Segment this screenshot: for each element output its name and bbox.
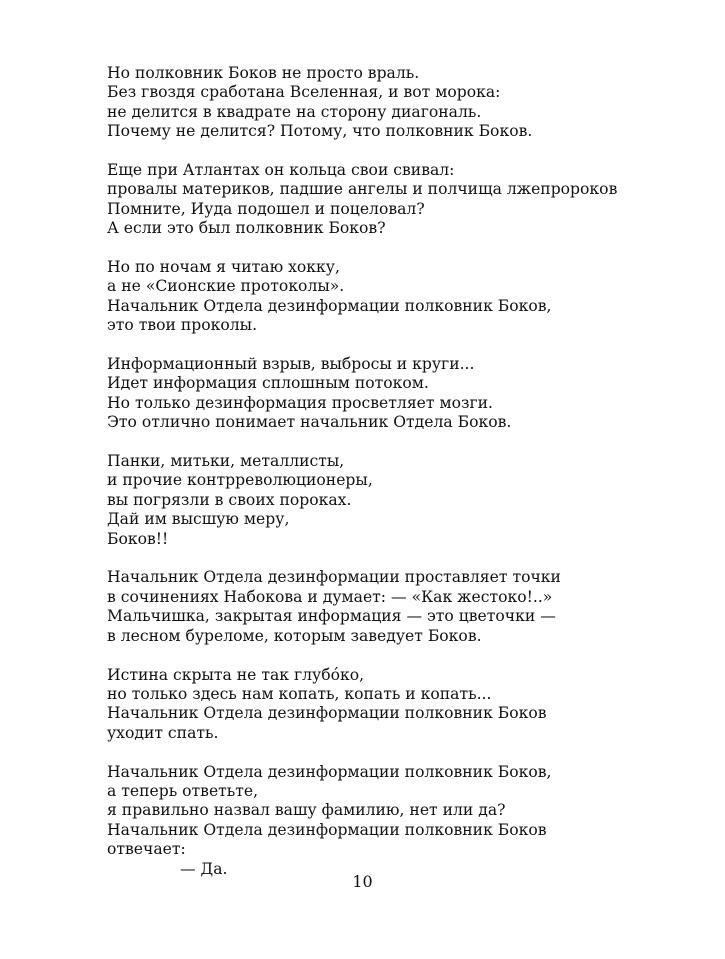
poem-line: Панки, митьки, металлисты, — [107, 452, 345, 471]
poem-line: Еще при Атлантах он кольца свои свивал: — [107, 161, 455, 180]
stanza-7 — [107, 666, 707, 744]
stanza-8 — [107, 763, 707, 879]
poem-line: а не «Сионские протоколы». — [107, 277, 345, 296]
poem-line: уходит спать. — [107, 723, 219, 742]
stanza-4 — [107, 355, 707, 433]
poem-line: Начальник Отдела дезинформации полковник Боков — [107, 704, 547, 723]
stanza-3 — [107, 258, 707, 336]
poem-line: Мальчишка, закрытая информация — это цветочки — — [107, 607, 556, 626]
poem-line: провалы материков, падшие ангелы и полчища лжепророков — [107, 180, 618, 199]
poem-line: это твои проколы. — [107, 316, 258, 335]
poem-line: Информационный взрыв, выбросы и круги... — [107, 355, 475, 374]
poem-line: но только здесь нам копать, копать и копать... — [107, 684, 492, 703]
poem-line: Но по ночам я читаю хокку, — [107, 258, 340, 277]
poem-line: вы погрязли в своих пороках. — [107, 490, 352, 509]
poem-line-final-answer: — Да. — [180, 859, 228, 878]
poem-line: Идет информация сплошным потоком. — [107, 374, 429, 393]
poem-line: не делится в квадрате на сторону диагональ. — [107, 102, 482, 121]
stanza-6 — [107, 568, 707, 646]
poem-line: Почему не делится? Потому, что полковник Боков. — [107, 122, 533, 141]
poem-line: Начальник Отдела дезинформации полковник Боков, — [107, 762, 552, 781]
poem-line: Истина скрыта не так глубóко, — [107, 665, 365, 684]
poem-line: я правильно назвал вашу фамилию, нет или да? — [107, 801, 506, 820]
poem-line: Начальник Отдела дезинформации проставляет точки — [107, 568, 561, 587]
poem-line: Помните, Иуда подошел и поцеловал? — [107, 199, 425, 218]
poem-line: Начальник Отдела дезинформации полковник Боков, — [107, 296, 552, 315]
poem-line: в сочинениях Набокова и думает: — «Как жестоко!..» — [107, 587, 553, 606]
poem-line: в лесном буреломе, которым заведует Боков. — [107, 626, 482, 645]
poem-line: Дай им высшую меру, — [107, 510, 290, 529]
stanza-2 — [107, 161, 707, 239]
stanza-1 — [107, 64, 707, 142]
poem-line: Это отлично понимает начальник Отдела Боков. — [107, 413, 512, 432]
stanza-5 — [107, 452, 707, 549]
poem-line: Без гвоздя сработана Вселенная, и вот морока: — [107, 83, 501, 102]
poem-line: Начальник Отдела дезинформации полковник Боков — [107, 820, 547, 839]
page-number: 10 — [352, 872, 373, 891]
poem-line: Но полковник Боков не просто враль. — [107, 64, 420, 82]
poem-line: А если это был полковник Боков? — [107, 219, 386, 238]
poem-line: Но только дезинформация просветляет мозги. — [107, 393, 494, 412]
poem-text — [107, 64, 707, 898]
poem-line: а теперь ответьте, — [107, 781, 259, 800]
poem-line: Боков!! — [107, 529, 169, 548]
poem-line: и прочие контрреволюционеры, — [107, 471, 373, 490]
poem-line: отвечает: — [107, 840, 186, 859]
